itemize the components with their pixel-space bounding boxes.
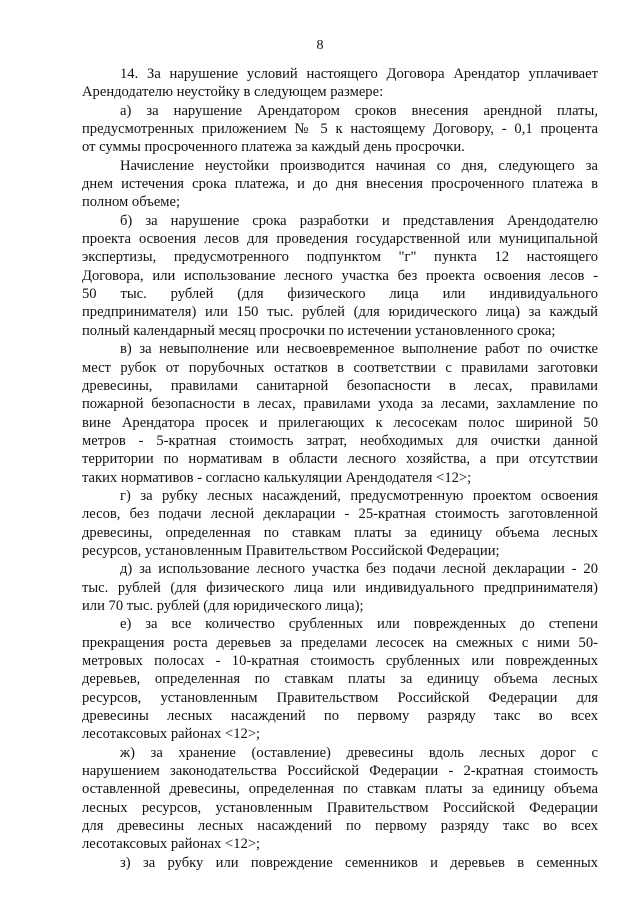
text-line: территории по нормативам в области лесного хозяйства, а при отсутствии [82,451,598,468]
text-line: тыс. рублей (для физического лица или индивидуального предпринимателя) [82,579,598,596]
text-line: д) за использование лесного участка без подачи лесной декларации - 20 [120,561,598,578]
text-line: Договора, или использование лесного участка без проекта освоения лесов - [82,267,598,284]
text-line: днем истечения срока платежа, и до дня внесения просроченного платежа в [82,176,598,193]
text-line: вине Арендатора просек и прилегающих к лесосекам полос шириной 50 [82,414,598,431]
document-body [82,65,598,872]
text-line: древесины, правилами санитарной безопасности в лесах, правилами [82,377,598,394]
text-line: лесных ресурсов, установленным Правительством Российской Федерации [82,799,598,816]
text-line: ж) за хранение (оставление) древесины вдоль лесных дорог с [120,744,598,761]
text-line: древесины, определенная по ставкам платы за единицу объема лесных [82,524,598,541]
text-line: метровых полосах - 10-кратная стоимость срубленных или поврежденных [82,653,598,669]
text-line: в) за невыполнение или несвоевременное выполнение работ по очистке [120,341,598,358]
text-line: от суммы просроченного платежа за каждый день просрочки. [82,139,465,156]
text-line: проекта освоения лесов для проведения государственной или муниципальной [82,231,598,248]
text-line: прекращения роста деревьев за пределами лесосек на смежных с ними 50- [82,634,598,651]
text-line: для древесины лесных насаждений по первому разряду такс во всех [82,818,598,835]
text-line: пожарной безопасности в лесах, правилами ухода за лесами, захламление по [82,396,598,413]
text-line: оставленной древесины, определенная по ставкам платы за единицу объема [82,781,598,798]
text-line: б) за нарушение срока разработки и представления Арендодателю [120,212,598,229]
text-line: предусмотренных приложением № 5 к настоящему Договору, - 0,1 процента [82,121,598,138]
text-line: полном объеме; [82,194,181,211]
text-line: ресурсов, установленным Правительством Российской Федерации; [82,542,500,559]
text-line: древесины лесных насаждений по первому разряду такс во всех [82,708,598,725]
text-line: мест рубок от порубочных остатков в соответствии с правилами заготовки [82,359,598,376]
text-line: 14. За нарушение условий настоящего Договора Арендатор уплачивает [120,66,598,82]
text-line: лесотаксовых районах <12>; [82,836,261,853]
text-line: таких нормативов - согласно калькуляции Арендодателя <12>; [82,469,472,486]
text-line: а) за нарушение Арендатором сроков внесения арендной платы, [120,102,598,119]
text-line: или 70 тыс. рублей (для юридического лица); [82,597,364,614]
text-line: метров - 5-кратная стоимость затрат, необходимых для очистки данной [82,432,598,449]
text-line: лесов, без подачи лесной декларации - 25-кратная стоимость заготовленной [82,506,598,523]
text-line: Арендодателю неустойку в следующем размере: [82,84,384,101]
text-line: деревьев, определенная по ставкам платы за единицу объема лесных [82,671,598,688]
text-line: предпринимателя) или 150 тыс. рублей (для юридического лица) за каждый [82,304,598,321]
text-line: 50 тыс. рублей (для физического лица или индивидуального [82,286,598,303]
text-line: лесотаксовых районах <12>; [82,726,261,743]
text-line: г) за рубку лесных насаждений, предусмотренную проектом освоения [120,487,598,504]
page-number: 8 [316,38,324,53]
text-line: з) за рубку или повреждение семенников и деревьев в семенных [120,854,598,871]
text-line: полный календарный месяц просрочки по истечении установленного срока; [82,322,556,339]
text-line: Начисление неустойки производится начиная со дня, следующего за [120,157,598,174]
text-line: ресурсов, установленным Правительством Российской Федерации для [82,689,598,706]
text-line: экспертизы, предусмотренного подпунктом "г" пункта 12 настоящего [82,249,598,266]
text-line: нарушением законодательства Российской Федерации - 2-кратная стоимость [82,763,598,780]
text-line: е) за все количество срубленных или поврежденных до степени [120,616,598,633]
